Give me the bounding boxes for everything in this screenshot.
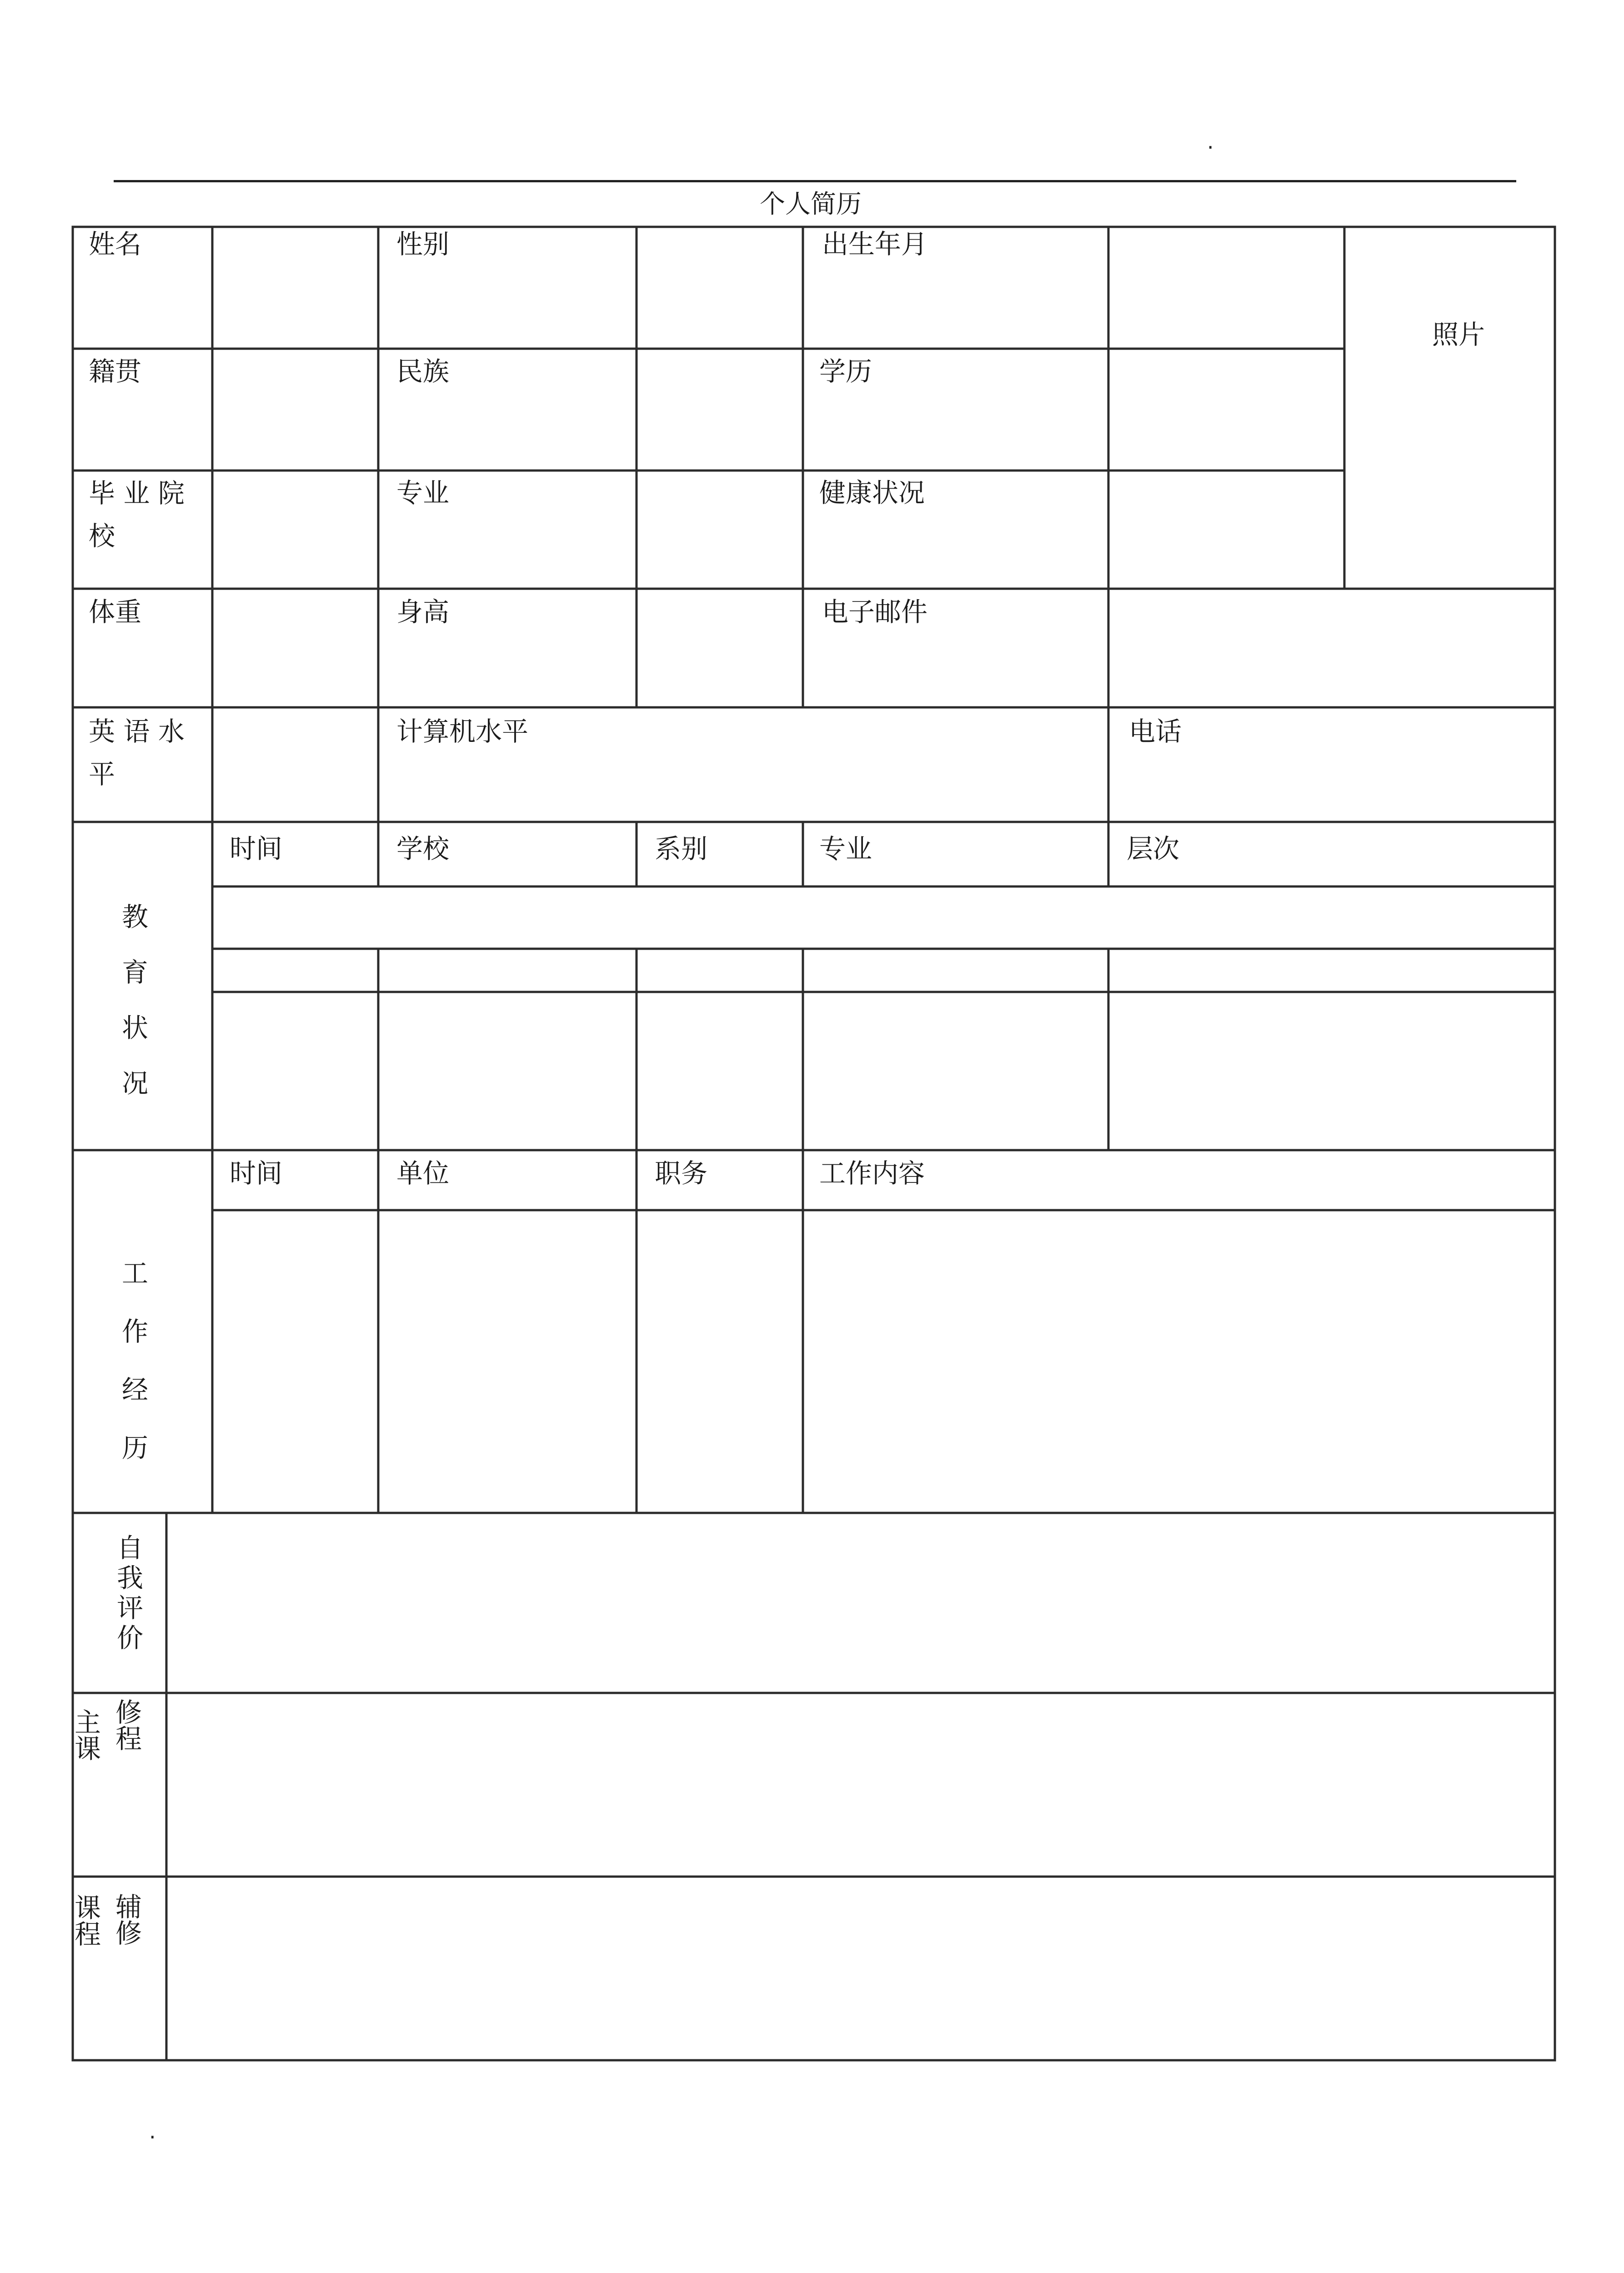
footer-dot: . [149,2119,156,2143]
label-major: 专业 [396,477,450,508]
label-graduated-school: 毕 业 院 校 [89,478,185,551]
work-col-employer: 单位 [396,1158,450,1189]
minor-courses-label-left: 课 程 [75,1892,101,1950]
label-photo: 照片 [1432,319,1485,350]
label-education-level: 学历 [819,356,872,387]
edu-col-department: 系别 [655,833,708,864]
label-height: 身高 [396,596,450,627]
table-outer-border [73,227,1555,2060]
main-courses-label-right: 修 程 [115,1697,142,1754]
education-section-label: 教 育 状 况 [121,901,148,1099]
label-health: 健康状况 [819,477,925,508]
label-name: 姓名 [89,229,142,260]
label-email: 电子邮件 [822,596,928,627]
edu-col-school: 学校 [396,833,450,864]
label-gender: 性别 [396,229,450,260]
main-courses-label-left: 主 课 [75,1707,101,1764]
label-english-level: 英 语 水 平 [89,716,185,790]
edu-col-level: 层次 [1127,833,1180,864]
header-dot: . [1207,129,1214,154]
work-col-time: 时间 [230,1158,283,1189]
label-birth-date: 出生年月 [822,229,928,260]
work-section-label: 工 作 经 历 [121,1258,148,1463]
edu-col-time: 时间 [230,833,283,864]
self-evaluation-label: 自 我 评 价 [116,1532,143,1653]
work-col-content: 工作内容 [819,1158,925,1189]
label-native-place: 籍贯 [89,356,142,387]
minor-courses-label-right: 辅 修 [115,1892,142,1949]
label-computer-level: 计算机水平 [396,716,529,747]
work-col-position: 职务 [655,1158,708,1189]
label-phone: 电话 [1129,716,1182,747]
page-title: 个人简历 [760,190,862,219]
label-weight: 体重 [89,596,142,627]
label-ethnicity: 民族 [396,356,450,387]
edu-col-major: 专业 [819,833,872,864]
